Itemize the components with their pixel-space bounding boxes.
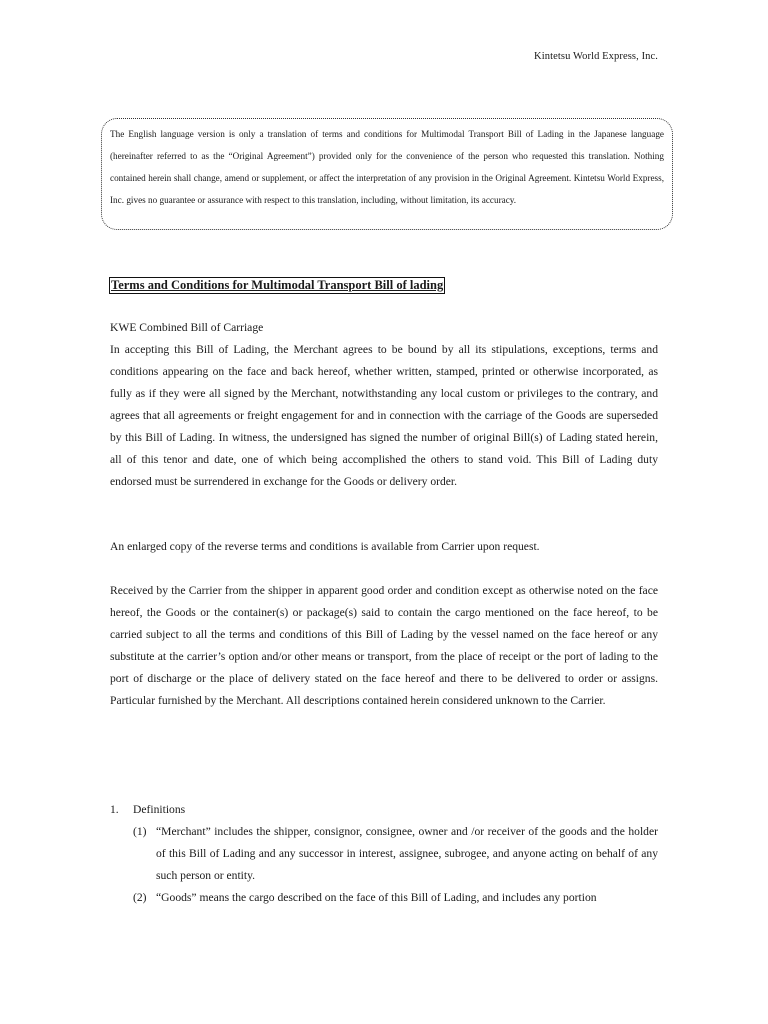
document-title: Terms and Conditions for Multimodal Transport Bill of lading [111, 278, 444, 292]
paragraph-enlarged-copy: An enlarged copy of the reverse terms and conditions is available from Carrier upon request. [110, 540, 540, 553]
company-name: Kintetsu World Express, Inc. [534, 51, 658, 62]
section-definitions-heading [110, 799, 185, 821]
definition-text: “Goods” means the cargo described on the face of this Bill of Lading, and includes any portion [156, 891, 597, 904]
definition-text: “Merchant” includes the shipper, consignor, consignee, owner and /or receiver of the goods and the holder of this Bill of Lading and any successor in interest, assignee, subrogee, and anyone acting on behalf of any such person or entity. [156, 825, 658, 882]
definition-label: (2) [133, 891, 147, 904]
definition-label: (1) [133, 825, 147, 838]
section-number: 1. [110, 803, 119, 816]
definition-item [133, 887, 658, 909]
paragraph-acceptance: In accepting this Bill of Lading, the Merchant agrees to be bound by all its stipulations, exceptions, terms and conditions appearing on the face and back hereof, whether written, stamped, printed or otherwise incorporated, as fully as if they were all signed by the Merchant, notwithstanding any local custom or privileges to the contrary, and agrees that all agreements or freight engagement for and in connection with the carriage of the Goods are superseded by this Bill of Lading. In witness, the undersigned has signed the number of original Bill(s) of Lading stated herein, all of this tenor and date, one of which being accomplished the others to stand void. This Bill of Lading duty endorsed must be surrendered in exchange for the Goods or delivery order. [110, 343, 658, 488]
definition-item [133, 821, 658, 887]
paragraph-received: Received by the Carrier from the shipper in apparent good order and condition except as otherwise noted on the face hereof, the Goods or the container(s) or package(s) said to contain the cargo mentioned on the face hereof, to be carried subject to all the terms and conditions of this Bill of Lading by the vessel named on the face hereof or any substitute at the carrier’s option and/or other means or transport, from the place of receipt or the port of lading to the port of discharge or the place of delivery stated on the face hereof and there to be delivered to order or assigns. Particular furnished by the Merchant. All descriptions contained herein considered unknown to the Carrier. [110, 584, 658, 707]
section-title: Definitions [133, 803, 186, 816]
translation-notice-text: The English language version is only a translation of terms and conditions for Multimodal Transport Bill of Lading in the Japanese language (hereinafter referred to as the “Original Agreement”) provided only for the convenience of the person who requested this translation. Nothing contained herein shall change, amend or supplement, or affect the interpretation of any provision in the Original Agreement. Kintetsu World Express, Inc. gives no guarantee or assurance with respect to this translation, including, without limitation, its accuracy. [110, 129, 664, 205]
document-subtitle: KWE Combined Bill of Carriage [110, 321, 264, 334]
translation-notice-box [101, 118, 673, 230]
intro-section [110, 317, 658, 493]
